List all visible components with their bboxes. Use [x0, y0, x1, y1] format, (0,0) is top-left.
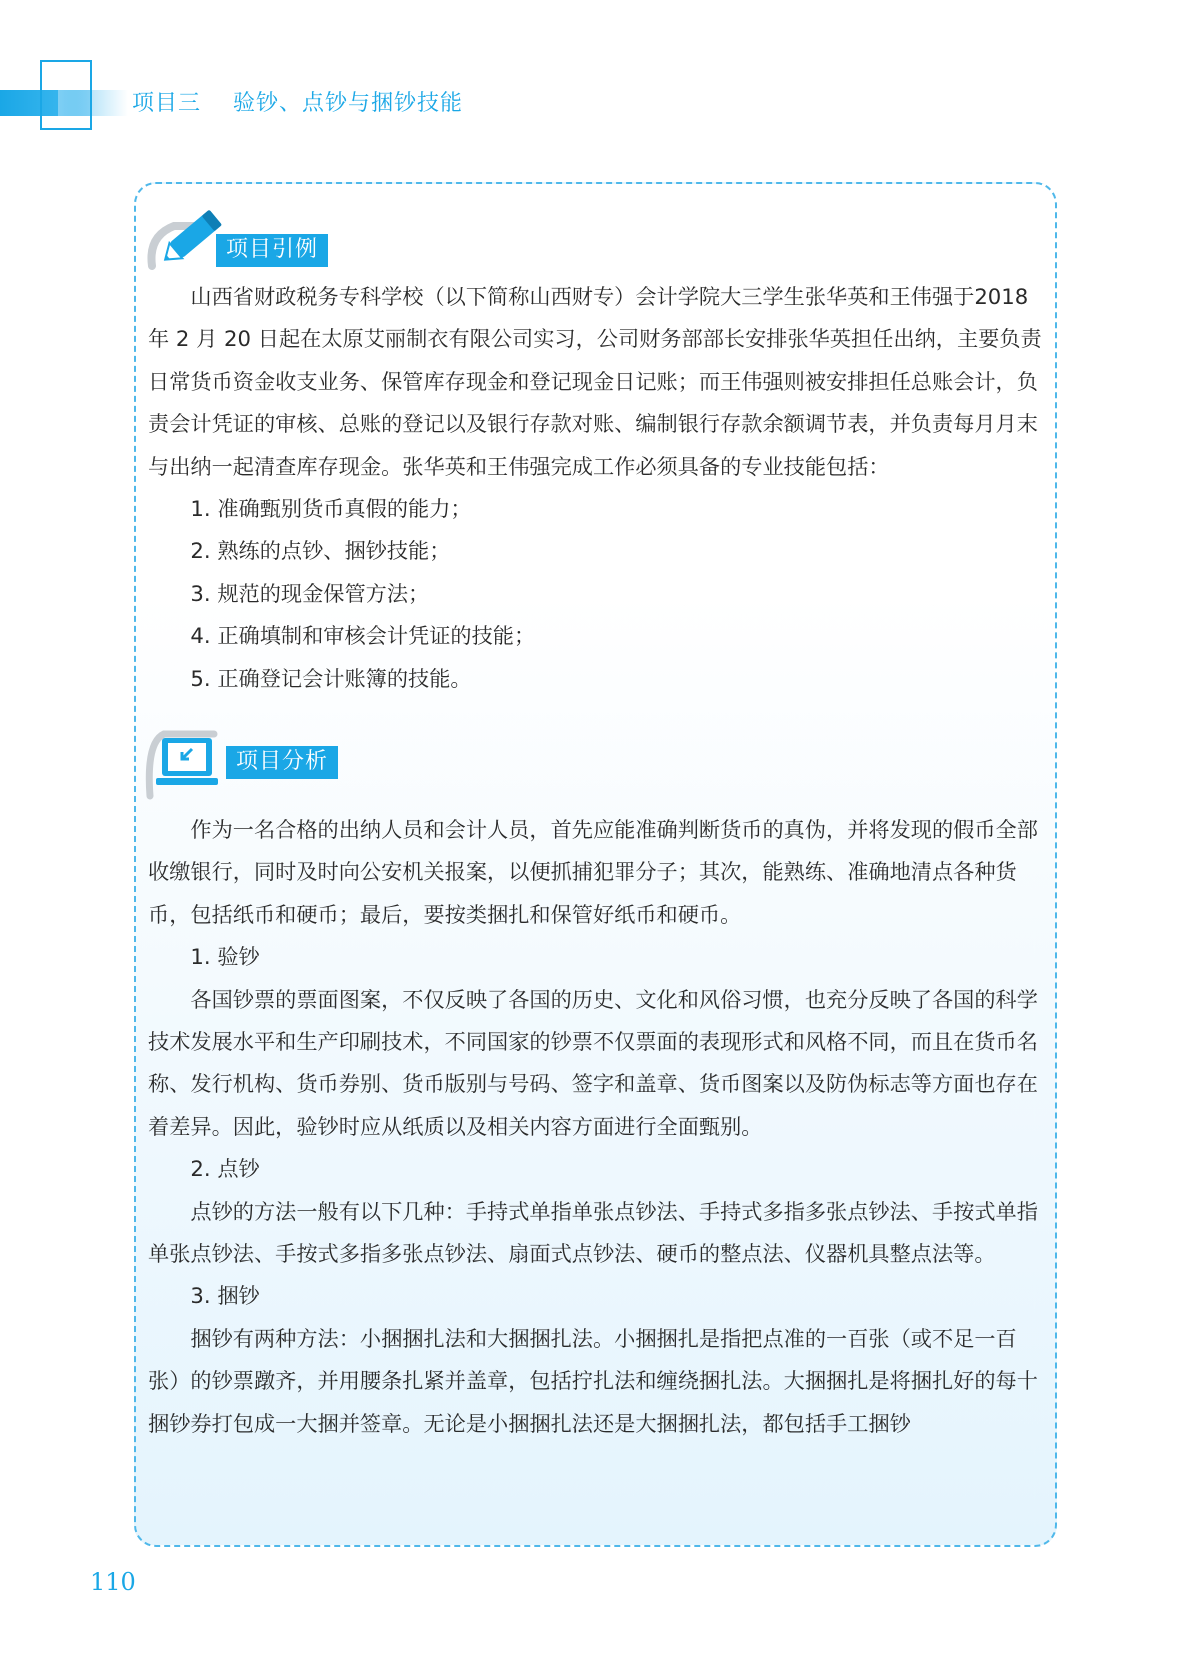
section-text: 点钞的方法一般有以下几种：手持式单指单张点钞法、手持式多指多张点钞法、手按式单指单张点钞法、手按式多指多张点钞法、扇面式点钞法、硬币的整点法、仪器机具整点法等。	[148, 1198, 1038, 1267]
analysis-tag: 项目分析	[226, 746, 338, 779]
section-text: 捆钞有两种方法：小捆捆扎法和大捆捆扎法。小捆捆扎是指把点准的一百张（或不足一百张）的钞票蹾齐，并用腰条扎紧并盖章，包括拧扎法和缠绕捆扎法。大捆捆扎是将捆扎好的每十捆钞券打包成一大捆并签章。无论是小捆捆扎法还是大捆捆扎法，都包括手工捆钞	[148, 1325, 1038, 1436]
content-box	[134, 182, 1057, 1547]
list-item: 5. 正确登记会计账簿的技能。	[190, 665, 472, 691]
header-accent-box	[40, 60, 92, 130]
section-heading: 2. 点钞	[190, 1156, 260, 1182]
section-heading: 3. 捆钞	[190, 1283, 260, 1309]
page-header-title: 项目三 验钞、点钞与捆钞技能	[132, 91, 463, 116]
section-text: 各国钞票的票面图案，不仅反映了各国的历史、文化和风俗习惯，也充分反映了各国的科学技术发展水平和生产印刷技术，不同国家的钞票不仅票面的表现形式和风格不同，而且在货币名称、发行机构、货币券别、货币版别与号码、签字和盖章、货币图案以及防伪标志等方面也存在着差异。因此，验钞时应从纸质以及相关内容方面进行全面甄别。	[148, 986, 1038, 1139]
page-number: 110	[90, 1568, 136, 1596]
intro-content	[148, 276, 1046, 700]
intro-section-head	[144, 196, 444, 276]
intro-tag: 项目引例	[216, 234, 328, 267]
list-item: 3. 规范的现金保管方法；	[190, 580, 430, 606]
list-item: 1. 准确甄别货币真假的能力；	[190, 496, 472, 522]
analysis-section-head	[144, 722, 444, 802]
list-item: 2. 熟练的点钞、捆钞技能；	[190, 538, 451, 564]
analysis-content	[148, 809, 1046, 1445]
section-heading: 1. 验钞	[190, 944, 260, 970]
analysis-paragraph: 作为一名合格的出纳人员和会计人员，首先应能准确判断货币的真伪，并将发现的假币全部收缴银行，同时及时向公安机关报案，以便抓捕犯罪分子；其次，能熟练、准确地清点各种货币，包括纸币和硬币；最后，要按类捆扎和保管好纸币和硬币。	[148, 817, 1038, 927]
list-item: 4. 正确填制和审核会计凭证的技能；	[190, 623, 536, 649]
intro-paragraph: 山西省财政税务专科学校（以下简称山西财专）会计学院大三学生张华英和王伟强于2018 年 2 月 20 日起在太原艾丽制衣有限公司实习，公司财务部部长安排张华英担任出纳，主要负责日常货币资金收支业务、保管库存现金和登记现金日记账；而王伟强则被安排担任总账会计，负责会计凭证的审核、总账的登记以及银行存款对账、编制银行存款余额调节表，并负责每月月末与出纳一起清查库存现金。张华英和王伟强完成工作必须具备的专业技能包括：	[148, 284, 1042, 479]
